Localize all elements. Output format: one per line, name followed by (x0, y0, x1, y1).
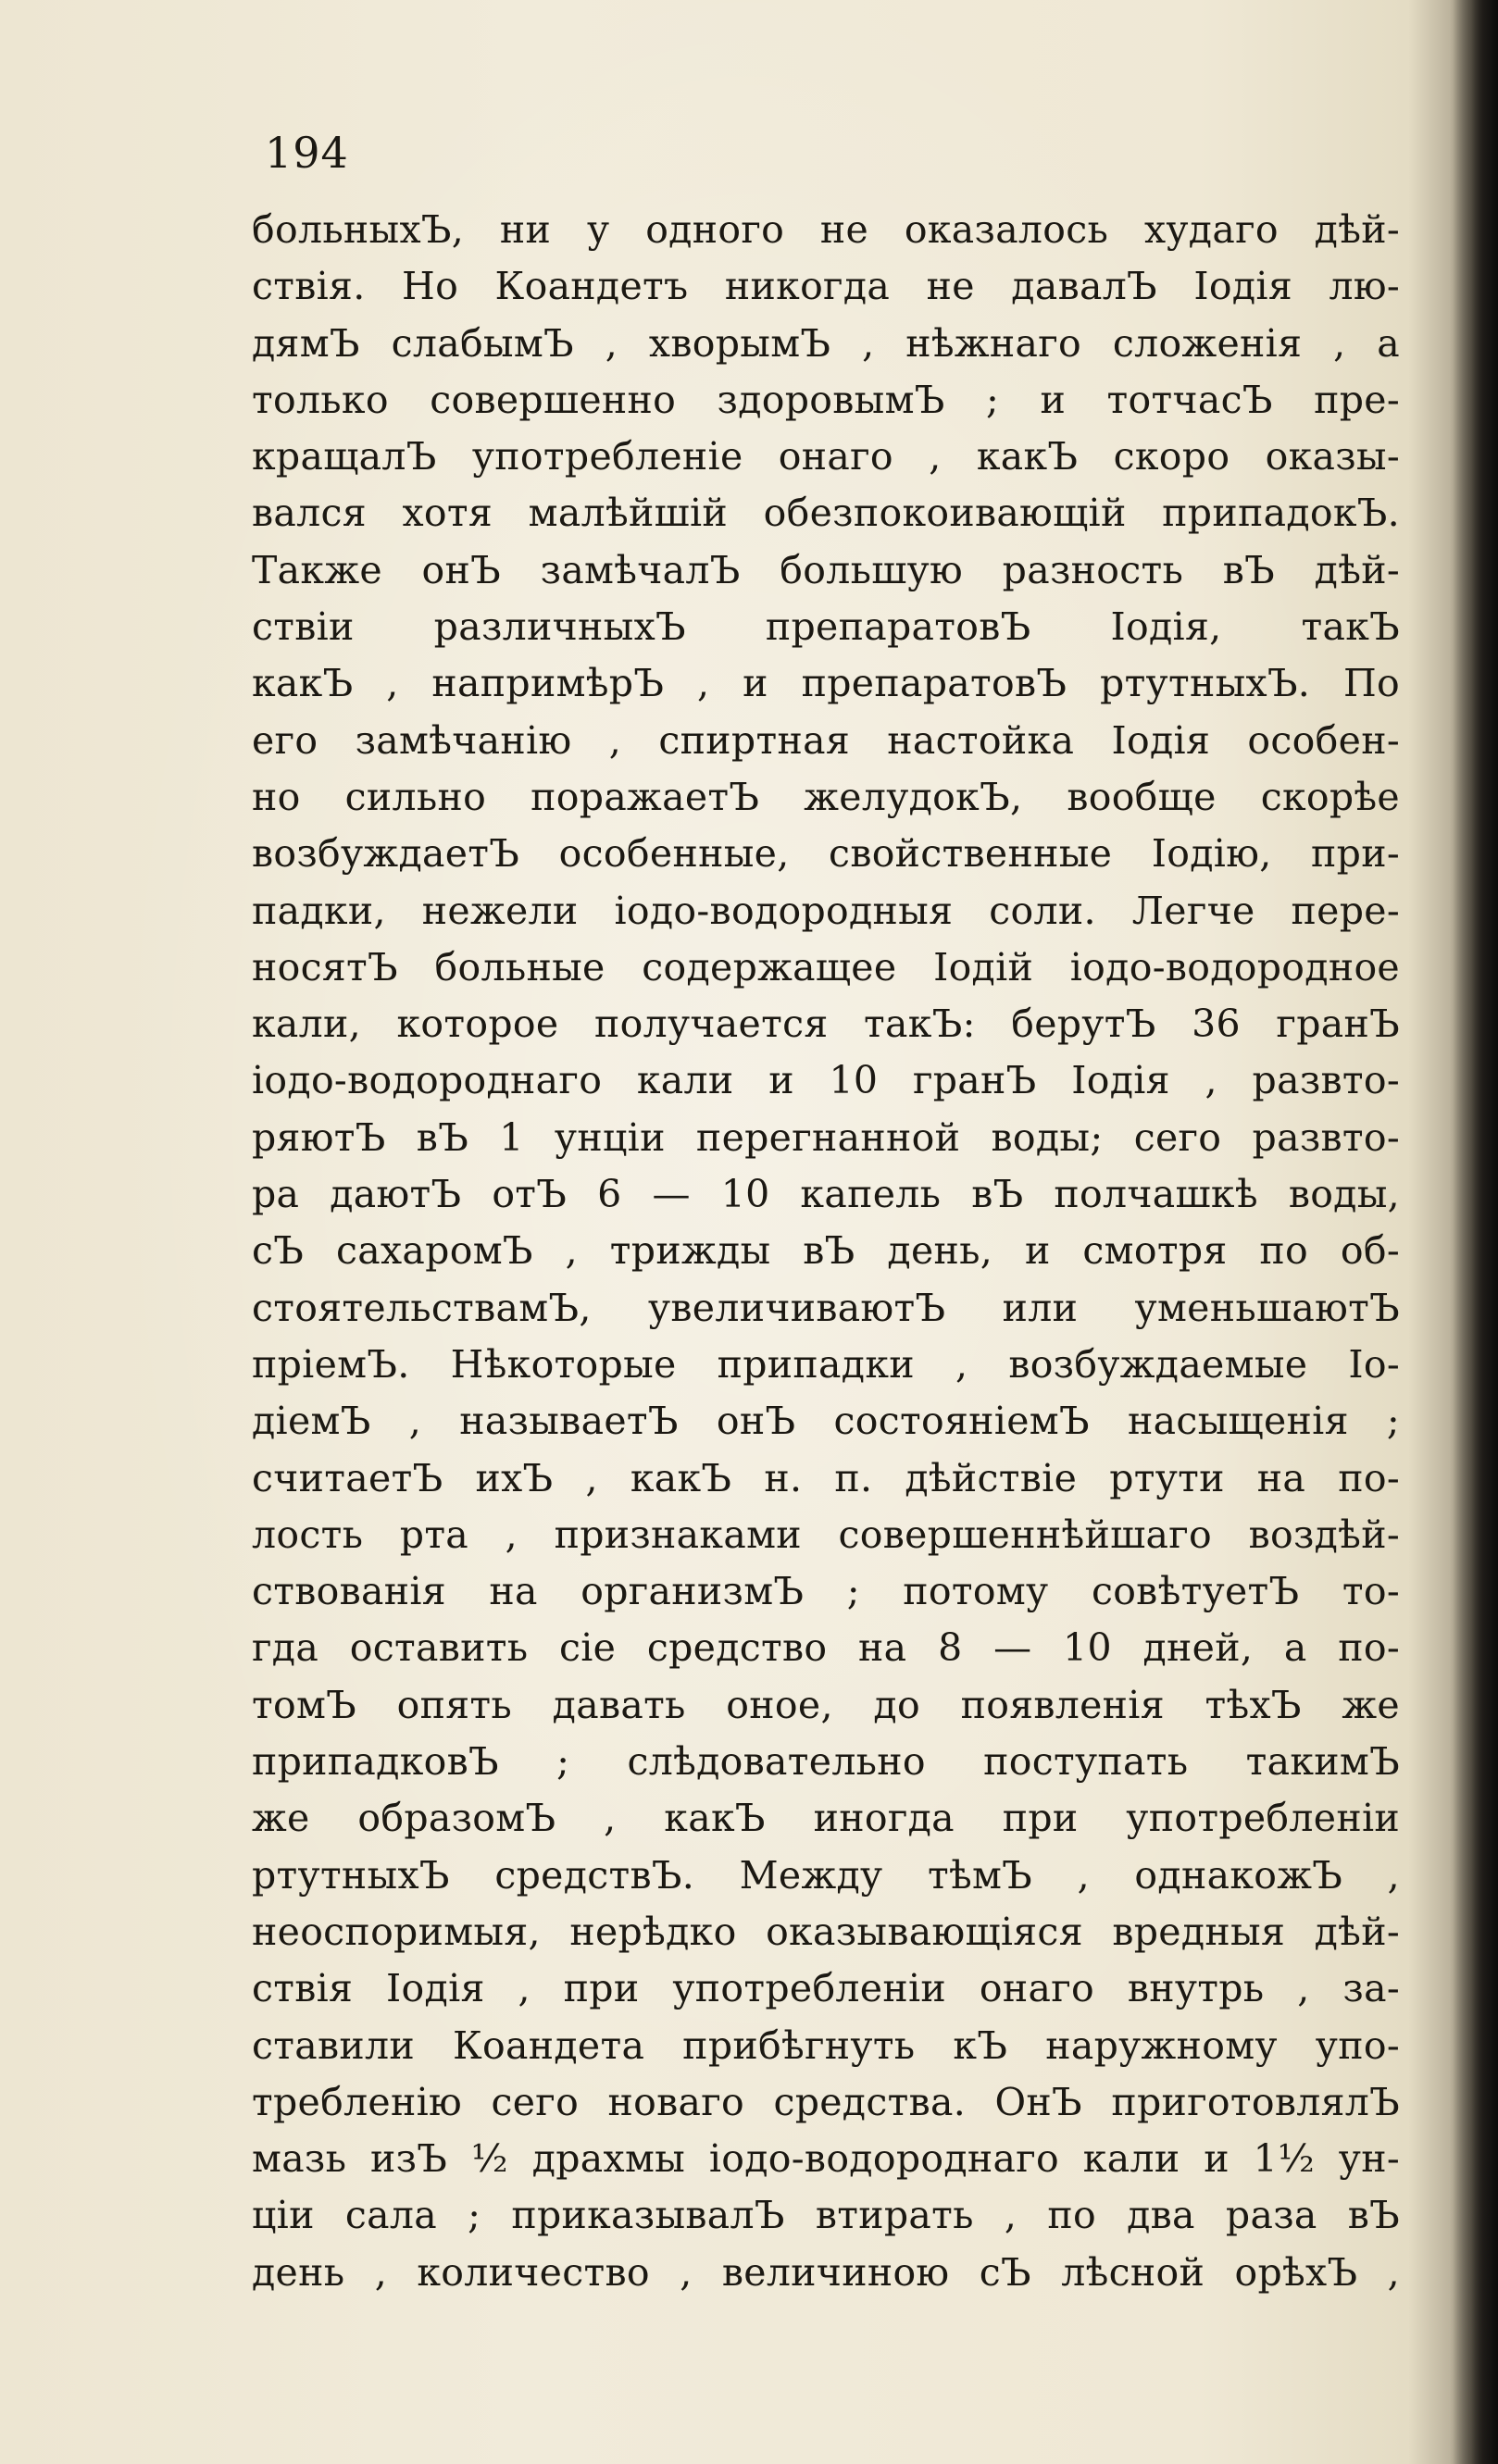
text-line: возбуждаетЪ особенные, свойственные Іодію, при- (252, 831, 1400, 877)
text-line: мазь изЪ ½ драхмы іодо-водороднаго кали и 1½ ун- (252, 2136, 1400, 2182)
page-number: 194 (265, 128, 349, 178)
text-line: считаетЪ ихЪ , какЪ н. п. дѣйствіе ртути на по- (252, 1455, 1400, 1500)
text-line: стоятельствамЪ, увеличиваютЪ или уменьшаютЪ (252, 1285, 1400, 1330)
text-line: припадковЪ ; слѣдовательно поступать такимЪ (252, 1739, 1400, 1785)
text-line: ставили Коандета прибѣгнуть кЪ наружному упо- (252, 2022, 1400, 2068)
text-line: томЪ опять давать оное, до появленія тѣхЪ же (252, 1682, 1400, 1727)
text-line: сЪ сахаромЪ , трижды вЪ день, и смотря по об- (252, 1228, 1400, 1274)
text-line: падки, нежели іодо-водородныя соли. Легче пере- (252, 888, 1400, 933)
body-text (252, 202, 1400, 2301)
text-line: ствія. Но Коандетъ никогда не давалЪ Іодія лю- (252, 264, 1400, 309)
text-line: пріемЪ. Нѣкоторые припадки , возбуждаемые Іо- (252, 1341, 1400, 1387)
text-line: его замѣчанію , спиртная настойка Іодія особен- (252, 717, 1400, 763)
text-line: діемЪ , называетЪ онЪ состояніемЪ насыщенія ; (252, 1399, 1400, 1444)
text-line: ствіи различныхЪ препаратовЪ Іодія, такЪ (252, 604, 1400, 650)
text-line: требленію сего новаго средства. ОнЪ приготовлялЪ (252, 2079, 1400, 2124)
text-line: Также онЪ замѣчалЪ большую разность вЪ дѣй- (252, 547, 1400, 592)
text-line: ціи сала ; приказывалЪ втирать , по два раза вЪ (252, 2193, 1400, 2238)
text-line: ствія Іодія , при употребленіи онаго внутрь , за- (252, 1966, 1400, 2011)
text-line: какЪ , напримѣрЪ , и препаратовЪ ртутныхЪ. По (252, 661, 1400, 706)
text-line: кращалЪ употребленіе онаго , какЪ скоро оказы- (252, 434, 1400, 479)
text-line: ра даютЪ отЪ 6 — 10 капель вЪ полчашкѣ воды, (252, 1172, 1400, 1217)
text-line: неоспоримыя, нерѣдко оказывающіяся вредныя дѣй- (252, 1909, 1400, 1954)
text-line: день , количество , величиною сЪ лѣсной орѣхЪ , (252, 2249, 1400, 2295)
text-line: больныхЪ, ни у одного не оказалось худаго дѣй- (252, 207, 1400, 252)
text-line: носятЪ больные содержащее Іодій іодо-водородное (252, 944, 1400, 989)
text-line: гда оставить сіе средство на 8 — 10 дней, а по- (252, 1625, 1400, 1671)
text-line: кали, которое получается такЪ: берутЪ 36 гранЪ (252, 1002, 1400, 1047)
text-line: ртутныхЪ средствЪ. Между тѣмЪ , однакожЪ , (252, 1852, 1400, 1898)
text-line: іодо-водороднаго кали и 10 гранЪ Іодія , развто- (252, 1058, 1400, 1103)
text-line: только совершенно здоровымЪ ; и тотчасЪ пре- (252, 377, 1400, 422)
text-line: лость рта , признаками совершеннѣйшаго воздѣй- (252, 1512, 1400, 1557)
page-edge-shadow (1450, 0, 1498, 2464)
text-line: же образомЪ , какЪ иногда при употребленіи (252, 1796, 1400, 1841)
text-line: дямЪ слабымЪ , хворымЪ , нѣжнаго сложенія , а (252, 320, 1400, 366)
text-line: вался хотя малѣйшій обезпокоивающій припадокЪ. (252, 491, 1400, 536)
text-line: но сильно поражаетЪ желудокЪ, вообще скорѣе (252, 774, 1400, 819)
text-line: ряютЪ вЪ 1 унціи перегнанной воды; сего развто- (252, 1114, 1400, 1160)
text-line: ствованія на организмЪ ; потому совѣтуетЪ то- (252, 1569, 1400, 1614)
